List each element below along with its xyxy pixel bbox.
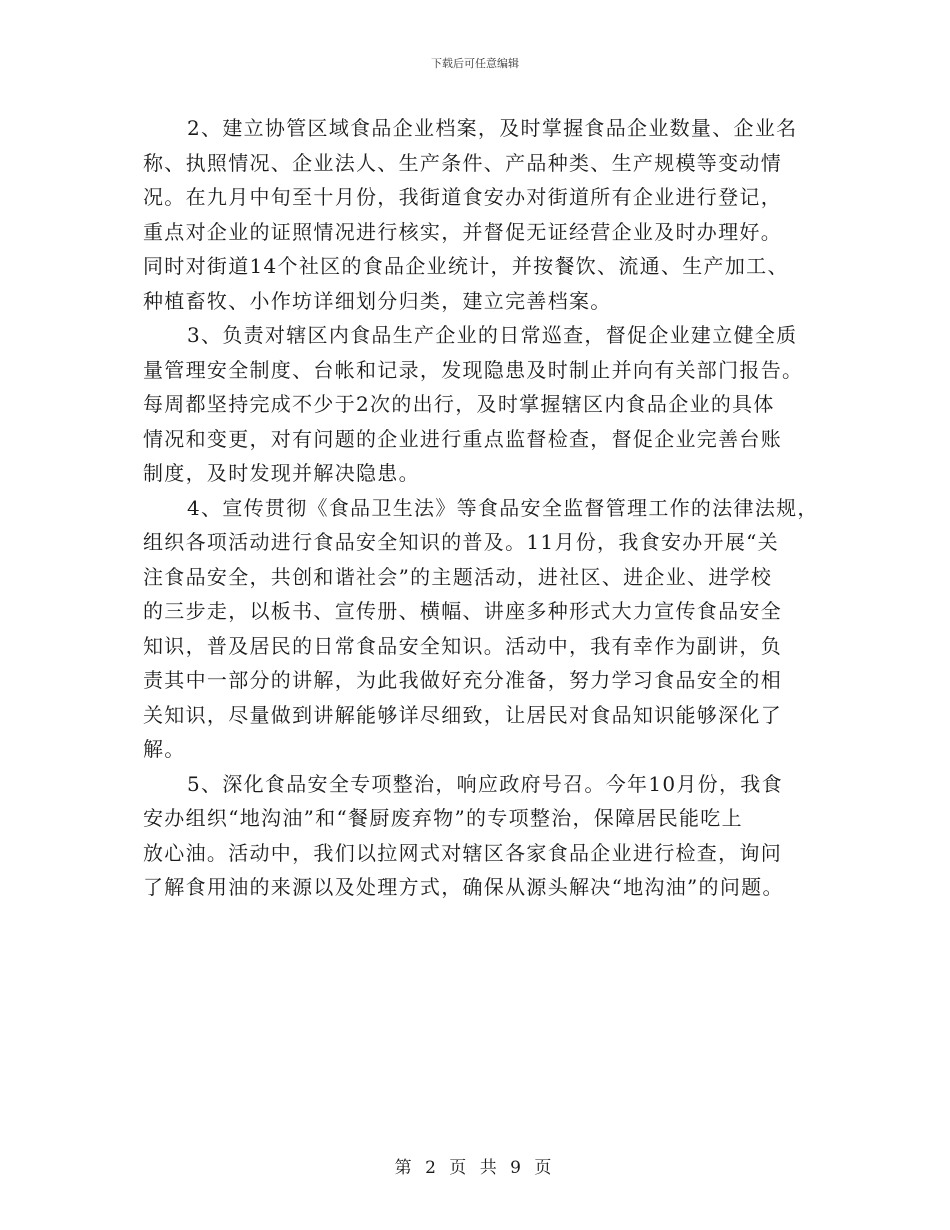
document-body [143,111,823,905]
paragraph-line: 关知识，尽量做到讲解能够详尽细致，让居民对食品知识能够深化了 [143,702,782,727]
paragraph-line: 4、宣传贯彻《食品卫生法》等食品安全监督管理工作的法律法规， [187,495,819,520]
paragraph-line: 了解食用油的来源以及处理方式，确保从源头解决“地沟油”的问题。 [143,875,784,899]
paragraph-item-3 [143,318,823,491]
paragraph-line: 解。 [143,737,186,761]
paragraph-line: 况。在九月中旬至十月份，我街道食安办对街道所有企业进行登记， [143,185,782,209]
paragraph-line: 责其中一部分的讲解，为此我做好充分准备，努力学习食品安全的相 [143,668,782,692]
paragraph-line: 组织各项活动进行食品安全知识的普及。11月份，我食安办开展“关 [143,530,779,554]
paragraph-line: 3、负责对辖区内食品生产企业的日常巡查，督促企业建立健全质 [187,323,798,347]
paragraph-line: 放心油。活动中，我们以拉网式对辖区各家食品企业进行检查，询问 [143,840,782,865]
paragraph-line: 5、深化食品安全专项整治，响应政府号召。今年10月份，我食 [187,771,783,796]
paragraph-line: 的三步走，以板书、宣传册、横幅、讲座多种形式大力宣传食品安全 [143,599,782,623]
page-number-indicator: 第 2 页 共 9 页 [394,1158,556,1178]
paragraph-item-2 [143,111,823,318]
paragraph-item-4 [143,491,823,767]
paragraph-line: 称、执照情况、企业法人、生产条件、产品种类、生产规模等变动情 [143,150,782,175]
paragraph-line: 量管理安全制度、台帐和记录，发现隐患及时制止并向有关部门报告。 [143,357,804,382]
paragraph-line: 2、建立协管区域食品企业档案，及时掌握食品企业数量、企业名 [187,116,798,140]
paragraph-line: 每周都坚持完成不少于2次的出行，及时掌握辖区内食品企业的具体 [143,392,775,416]
paragraph-line: 知识，普及居民的日常食品安全知识。活动中，我有幸作为副讲，负 [143,633,782,658]
paragraph-line: 制度，及时发现并解决隐患。 [143,461,420,485]
page-header-note: 下载后可任意编辑 [431,57,519,70]
paragraph-line: 安办组织“地沟油”和“餐厨废弃物”的专项整治，保障居民能吃上 [143,806,743,830]
paragraph-item-5 [143,767,823,905]
paragraph-line: 同时对街道14个社区的食品企业统计，并按餐饮、流通、生产加工、 [143,254,789,278]
paragraph-line: 种植畜牧、小作坊详细划分归类，建立完善档案。 [143,288,612,313]
paragraph-line: 重点对企业的证照情况进行核实，并督促无证经营企业及时办理好。 [143,219,782,244]
paragraph-line: 注食品安全，共创和谐社会”的主题活动，进社区、进企业、进学校 [143,564,773,589]
paragraph-line: 情况和变更，对有问题的企业进行重点监督检查，督促企业完善台账 [143,426,782,451]
